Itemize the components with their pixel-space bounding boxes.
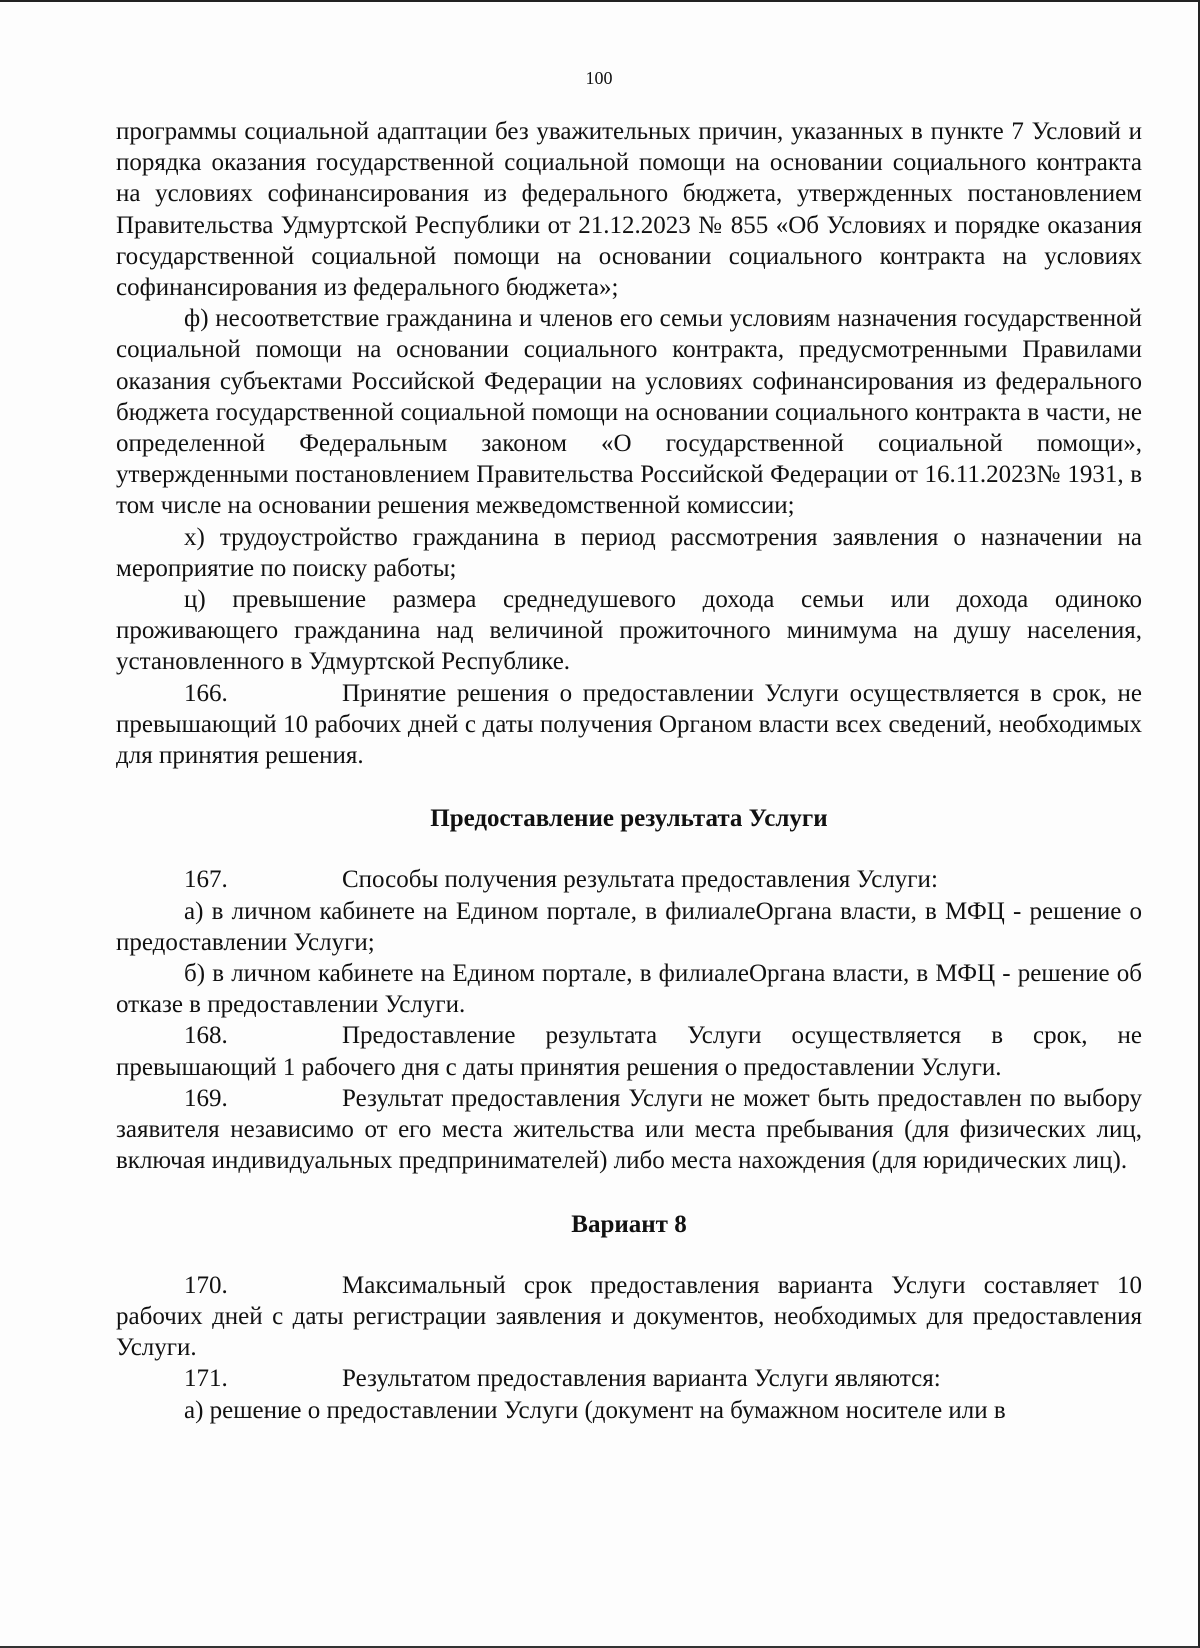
paragraph-text: Предоставление результата Услуги осуществляется в срок, не превышающий 1 рабочего дня с даты принятия решения о предоставлении Услуги. bbox=[116, 1022, 1142, 1081]
numbered-paragraph bbox=[116, 1363, 1142, 1394]
paragraph-group-top bbox=[116, 116, 1142, 771]
numbered-paragraph bbox=[116, 1270, 1142, 1364]
paragraph: ц) превышение размера среднедушевого дохода семьи или дохода одиноко проживающего гражданина над величиной прожиточного минимума на душу населения, установленного в Удмуртской Республике. bbox=[116, 586, 1142, 676]
paragraph: ф) несоответствие гражданина и членов его семьи условиям назначения государственной социальной помощи на основании социального контракта, предусмотренными Правилами оказания субъектами Российской Федерации на условиях софинансирования из федерального бюджета государственной социальной помощи на основании социального контракта в части, не определенной Федеральным законом «О государственной социальной помощи», утвержденными постановлением Правительства Российской Федерации от 16.11.2023№ 1931, в том числе на основании решения межведомственной комиссии; bbox=[116, 305, 1142, 520]
paragraph-number: 166. bbox=[184, 679, 228, 707]
numbered-paragraph bbox=[116, 678, 1142, 772]
numbered-paragraph bbox=[116, 1020, 1142, 1082]
paragraph-text: Результатом предоставления варианта Услуги являются: bbox=[342, 1365, 941, 1393]
paragraph-number: 169. bbox=[184, 1084, 228, 1112]
paragraph: х) трудоустройство гражданина в период рассмотрения заявления о назначении на мероприятие по поиску работы; bbox=[116, 523, 1142, 582]
paragraph-text: Способы получения результата предоставления Услуги: bbox=[342, 866, 938, 894]
paragraph-number: 171. bbox=[184, 1365, 228, 1393]
numbered-paragraph bbox=[116, 864, 1142, 895]
paragraph-group-middle bbox=[116, 864, 1142, 1176]
paragraph-number: 167. bbox=[184, 866, 228, 894]
paragraph-number: 170. bbox=[184, 1271, 228, 1299]
paragraph: программы социальной адаптации без уважительных причин, указанных в пункте 7 Условий и порядка оказания государственной социальной помощи на основании социального контракта на условиях софинансирования из федерального бюджета, утвержденных постановлением Правительства Удмуртской Республики от 21.12.2023 № 855 «Об Условиях и порядке оказания государственной социальной помощи на основании социального контракта на условиях софинансирования из федерального бюджета»; bbox=[116, 118, 1142, 302]
document-body bbox=[116, 116, 1142, 1426]
paragraph-group-bottom bbox=[116, 1270, 1142, 1426]
paragraph-text: Принятие решения о предоставлении Услуги осуществляется в срок, не превышающий 10 рабочих дней с даты получения Органом власти всех сведений, необходимых для принятия решения. bbox=[116, 679, 1142, 770]
numbered-paragraph bbox=[116, 1083, 1142, 1177]
paragraph-text: Результат предоставления Услуги не может быть предоставлен по выбору заявителя независимо от его места жительства или места пребывания (для физических лиц, включая индивидуальных предпринимателей) либо места нахождения (для юридических лиц). bbox=[116, 1084, 1142, 1175]
paragraph-number: 168. bbox=[184, 1022, 228, 1050]
paragraph-text: Максимальный срок предоставления варианта Услуги составляет 10 рабочих дней с даты регистрации заявления и документов, необходимых для предоставления Услуги. bbox=[116, 1271, 1142, 1362]
paragraph: а) решение о предоставлении Услуги (документ на бумажном носителе или в bbox=[184, 1396, 1006, 1424]
paragraph: б) в личном кабинете на Едином портале, в филиалеОргана власти, в МФЦ - решение об отказе в предоставлении Услуги. bbox=[116, 960, 1142, 1019]
section-heading-variant: Вариант 8 bbox=[571, 1210, 687, 1238]
paragraph: а) в личном кабинете на Едином портале, в филиалеОргана власти, в МФЦ - решение о предоставлении Услуги; bbox=[116, 897, 1142, 956]
page-number: 100 bbox=[585, 68, 613, 88]
section-heading-result: Предоставление результата Услуги bbox=[430, 805, 828, 833]
